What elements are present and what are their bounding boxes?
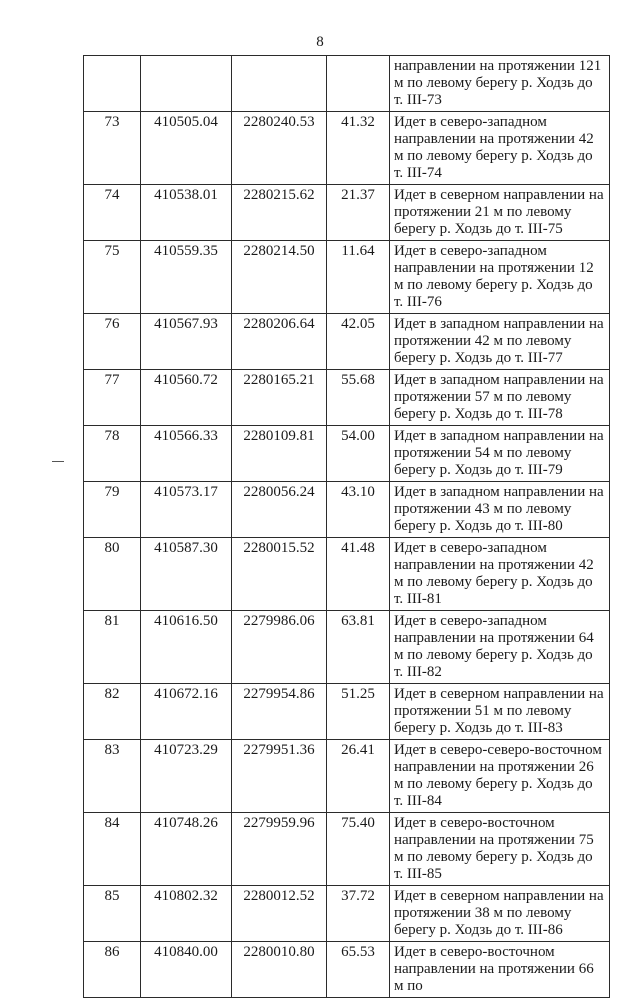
table-row [84,886,610,942]
cell-point-number: 83 [84,740,141,813]
cell-length: 42.05 [327,314,390,370]
cell-length: 41.32 [327,112,390,185]
cell-length: 37.72 [327,886,390,942]
table-row [84,426,610,482]
table-row [84,241,610,314]
table-row [84,112,610,185]
cell-point-number: 79 [84,482,141,538]
table-row [84,314,610,370]
cell-description: Идет в северо-западном направлении на протяжении 42 м по левому берегу р. Ходзь до т. III-81 [390,538,610,611]
cell-x-coordinate: 410505.04 [141,112,232,185]
cell-x-coordinate: 410560.72 [141,370,232,426]
cell-x-coordinate: 410802.32 [141,886,232,942]
boundary-coordinates-table [83,55,610,998]
cell-x-coordinate: 410587.30 [141,538,232,611]
cell-y-coordinate: 2279959.96 [232,813,327,886]
cell-point-number: 73 [84,112,141,185]
cell-x-coordinate: 410566.33 [141,426,232,482]
cell-description: Идет в западном направлении на протяжении 42 м по левому берегу р. Ходзь до т. III-77 [390,314,610,370]
table-body [84,56,610,998]
table-row [84,185,610,241]
cell-y-coordinate: 2279951.36 [232,740,327,813]
cell-x-coordinate: 410616.50 [141,611,232,684]
cell-x-coordinate: 410538.01 [141,185,232,241]
cell-description: Идет в северном направлении на протяжении 38 м по левому берегу р. Ходзь до т. III-86 [390,886,610,942]
cell-length: 43.10 [327,482,390,538]
cell-y-coordinate: 2280240.53 [232,112,327,185]
cell-length: 41.48 [327,538,390,611]
cell-point-number: 76 [84,314,141,370]
table-row [84,370,610,426]
table-row [84,538,610,611]
cell-length: 75.40 [327,813,390,886]
cell-x-coordinate: 410672.16 [141,684,232,740]
cell-y-coordinate: 2280109.81 [232,426,327,482]
continuation-row [84,56,610,112]
cell-description: Идет в западном направлении на протяжении 54 м по левому берегу р. Ходзь до т. III-79 [390,426,610,482]
page-number: 8 [316,34,324,50]
cell-point-number: 86 [84,942,141,998]
cell-point-number: 85 [84,886,141,942]
cell-description: Идет в северо-западном направлении на протяжении 12 м по левому берегу р. Ходзь до т. III-76 [390,241,610,314]
cell-length: 21.37 [327,185,390,241]
cell-x-coordinate: 410723.29 [141,740,232,813]
cell-x-coordinate: 410840.00 [141,942,232,998]
cell-length: 63.81 [327,611,390,684]
cell-description: Идет в северо-западном направлении на протяжении 42 м по левому берегу р. Ходзь до т. III-74 [390,112,610,185]
table-row [84,482,610,538]
cell-x-coordinate: 410573.17 [141,482,232,538]
cell-y-coordinate: 2280206.64 [232,314,327,370]
cell-length [327,56,390,112]
cell-x [141,56,232,112]
cell-y-coordinate: 2279954.86 [232,684,327,740]
cell-y-coordinate: 2280010.80 [232,942,327,998]
cell-x-coordinate: 410567.93 [141,314,232,370]
cell-length: 51.25 [327,684,390,740]
cell-point-number: 81 [84,611,141,684]
cell-point-number: 78 [84,426,141,482]
cell-point-number: 74 [84,185,141,241]
cell-length: 55.68 [327,370,390,426]
cell-point-number: 82 [84,684,141,740]
table-row [84,942,610,998]
cell-x-coordinate: 410559.35 [141,241,232,314]
cell-y [232,56,327,112]
cell-num [84,56,141,112]
margin-mark [52,461,64,462]
cell-y-coordinate: 2280214.50 [232,241,327,314]
cell-y-coordinate: 2280015.52 [232,538,327,611]
cell-point-number: 75 [84,241,141,314]
cell-description: Идет в северо-западном направлении на протяжении 64 м по левому берегу р. Ходзь до т. III-82 [390,611,610,684]
cell-y-coordinate: 2280215.62 [232,185,327,241]
cell-y-coordinate: 2280012.52 [232,886,327,942]
cell-description: Идет в северо-восточном направлении на протяжении 66 м по [390,942,610,998]
table-row [84,684,610,740]
cell-y-coordinate: 2280056.24 [232,482,327,538]
cell-description: Идет в северо-северо-восточном направлении на протяжении 26 м по левому берегу р. Ходзь до т. III-84 [390,740,610,813]
cell-description: направлении на протяжении 121 м по левому берегу р. Ходзь до т. III-73 [390,56,610,112]
cell-y-coordinate: 2279986.06 [232,611,327,684]
table-row [84,611,610,684]
cell-length: 11.64 [327,241,390,314]
cell-length: 65.53 [327,942,390,998]
cell-description: Идет в западном направлении на протяжении 57 м по левому берегу р. Ходзь до т. III-78 [390,370,610,426]
cell-x-coordinate: 410748.26 [141,813,232,886]
table-row [84,813,610,886]
cell-description: Идет в северном направлении на протяжении 51 м по левому берегу р. Ходзь до т. III-83 [390,684,610,740]
cell-description: Идет в северо-восточном направлении на протяжении 75 м по левому берегу р. Ходзь до т. III-85 [390,813,610,886]
cell-description: Идет в западном направлении на протяжении 43 м по левому берегу р. Ходзь до т. III-80 [390,482,610,538]
cell-description: Идет в северном направлении на протяжении 21 м по левому берегу р. Ходзь до т. III-75 [390,185,610,241]
cell-point-number: 77 [84,370,141,426]
cell-length: 26.41 [327,740,390,813]
cell-point-number: 80 [84,538,141,611]
cell-point-number: 84 [84,813,141,886]
cell-length: 54.00 [327,426,390,482]
cell-y-coordinate: 2280165.21 [232,370,327,426]
table-row [84,740,610,813]
